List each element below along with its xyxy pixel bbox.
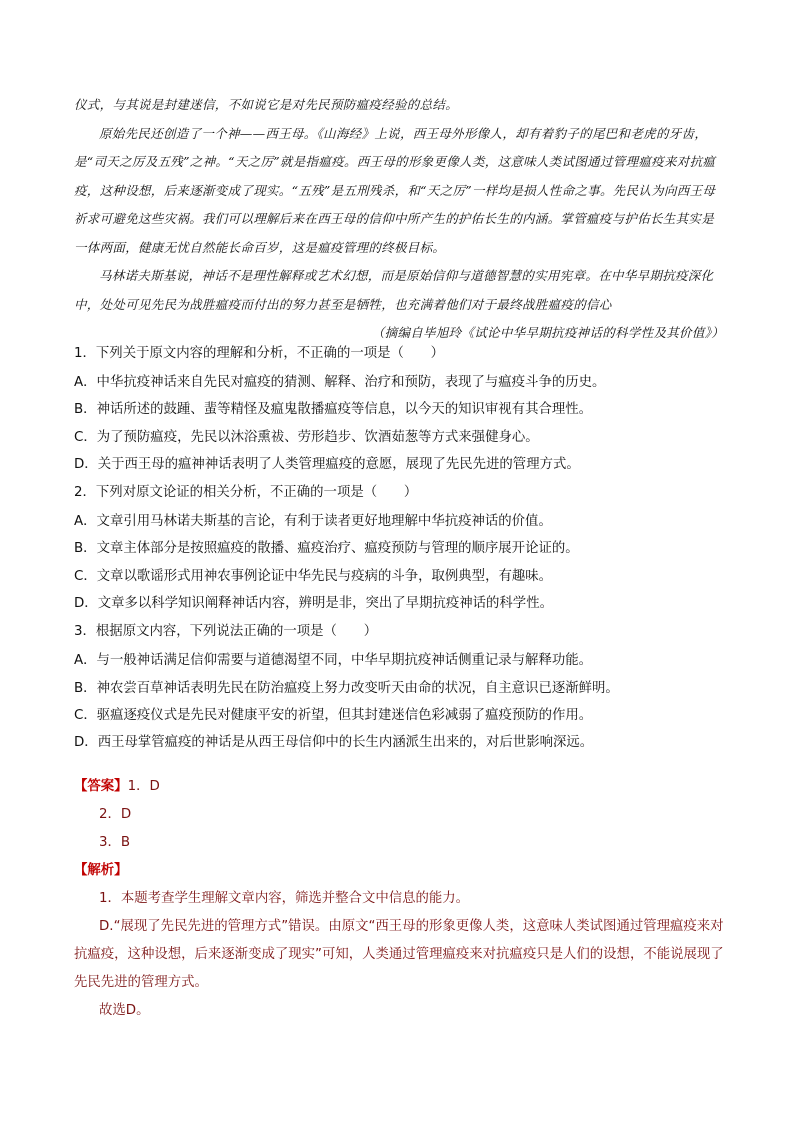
question-2 — [74, 478, 734, 617]
question-stem: 3．根据原文内容，下列说法正确的一项是（ ） — [74, 624, 378, 640]
reading-passage — [74, 91, 724, 348]
option-c: C．文章以歌谣形式用神农事例论证中华先民与疫病的斗争，取例典型，有趣味。 — [74, 568, 553, 584]
answer-label: 【答案】 — [74, 779, 128, 794]
option-c: C．驱瘟逐疫仪式是先民对健康平安的祈望，但其封建迷信色彩减弱了瘟疫预防的作用。 — [74, 707, 593, 723]
answer-section — [74, 773, 734, 857]
option-d: D．关于西王母的瘟神神话表明了人类管理瘟疫的意愿，展现了先民先进的管理方式。 — [74, 456, 580, 472]
question-3 — [74, 617, 734, 756]
answer-item: 1．D — [127, 779, 160, 794]
analysis-intro: 1．本题考查学生理解文章内容，筛选并整合文中信息的能力。 — [99, 891, 470, 906]
answer-item: 3．B — [99, 835, 131, 850]
passage-paragraph-1-tail: 仪式，与其说是封建迷信，不如说它是对先民预防瘟疫经验的总结。 — [74, 97, 459, 112]
passage-paragraph-2: 原始先民还创造了一个神——西王母。《山海经》上说，西王母外形像人，却有着豹子的尾巴和老虎的牙齿，是“司天之厉及五残”之神。“天之厉”就是指瘟疫。西王母的形象更像人类，这意味人类试图通过管理瘟疫来对抗瘟疫，这种设想，后来逐渐变成了现实。“五残”是五刑残杀，和“天之厉”一样均是损人性命之事。先民认为向西王母祈求可避免这些灾祸。我们可以理解后来在西王母的信仰中所产生的护佑长生的内涵。掌管瘟疫与护佑长生其实是一体两面，健康无忧自然能长命百岁，这是瘟疫管理的终极目标。 — [74, 125, 716, 255]
option-b: B．神农尝百草神话表明先民在防治瘟疫上努力改变听天由命的状况，自主意识已逐渐鲜明。 — [74, 680, 619, 696]
option-a: A．文章引用马林诺夫斯基的言论，有利于读者更好地理解中华抗疫神话的价值。 — [74, 514, 552, 530]
option-a: A．与一般神话满足信仰需要与道德渴望不同，中华早期抗疫神话侧重记录与解释功能。 — [74, 653, 593, 669]
passage-paragraph-3: 马林诺夫斯基说，神话不是理性解释或艺术幻想，而是原始信仰与道德智慧的实用宪章。在中华早期抗疫深化中，处处可见先民为战胜瘟疫而付出的努力甚至是牺牲，也充满着他们对于最终战胜瘟疫的信心 — [74, 268, 714, 312]
question-1 — [74, 339, 734, 478]
analysis-section — [74, 857, 734, 1025]
answer-item: 2．D — [99, 807, 132, 822]
option-d: D．西王母掌管瘟疫的神话是从西王母信仰中的长生内涵派生出来的，对后世影响深远。 — [74, 735, 594, 751]
analysis-body: D.“展现了先民先进的管理方式”错误。由原文“西王母的形象更像人类，这意味人类试图通过管理瘟疫来对抗瘟疫，这种设想，后来逐渐变成了现实”可知，人类通过管理瘟疫来对抗瘟疫只是人们的设想，不能说展现了先民先进的管理方式。 — [74, 919, 724, 990]
analysis-label: 【解析】 — [74, 863, 128, 878]
option-b: B．神话所述的鼓踵、蜚等精怪及瘟鬼散播瘟疫等信息，以今天的知识审视有其合理性。 — [74, 402, 593, 418]
question-stem: 2．下列对原文论证的相关分析，不正确的一项是（ ） — [74, 485, 418, 501]
option-c: C．为了预防瘟疫，先民以沐浴熏祓、劳形趋步、饮酒茹葱等方式来强健身心。 — [74, 429, 539, 445]
option-d: D．文章多以科学知识阐释神话内容，辨明是非，突出了早期抗疫神话的科学性。 — [74, 596, 553, 612]
question-list — [74, 339, 734, 757]
question-stem: 1．下列关于原文内容的理解和分析，不正确的一项是（ ） — [74, 346, 445, 361]
option-b: B．文章主体部分是按照瘟疫的散播、瘟疫治疗、瘟疫预防与管理的顺序展开论证的。 — [74, 541, 579, 557]
option-a: A．中华抗疫神话来自先民对瘟疫的猜测、解释、治疗和预防，表现了与瘟疫斗争的历史。 — [74, 375, 606, 390]
answer-line-1 — [74, 773, 734, 801]
analysis-conclusion: 故选D。 — [99, 1003, 150, 1018]
analysis-heading — [74, 857, 734, 885]
passage-source: （摘编自毕旭玲《试论中华早期抗疫神话的科学性及其价值》） — [371, 325, 724, 340]
